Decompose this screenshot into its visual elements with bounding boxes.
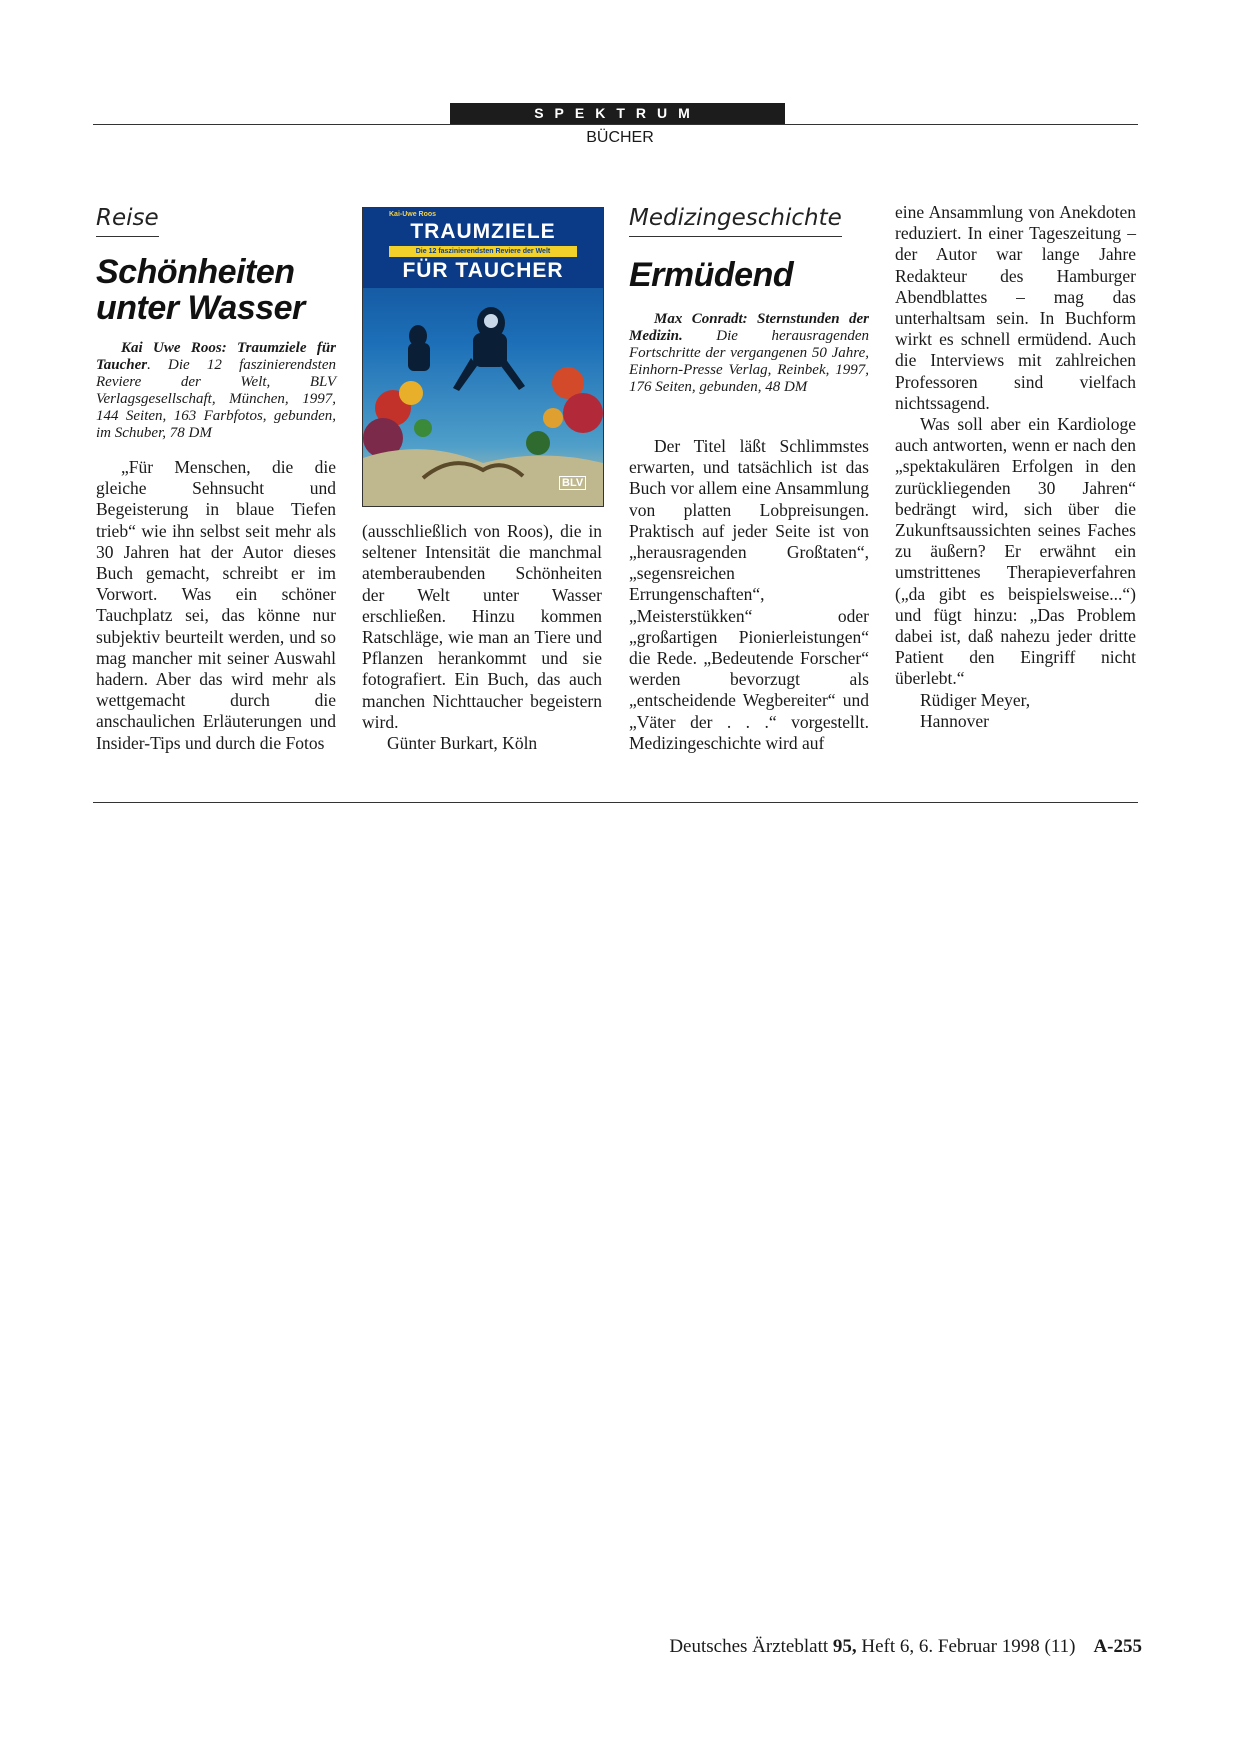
footer-rule-articles [93, 802, 1138, 803]
journal-issue: Heft 6, 6. Februar 1998 (11) [856, 1636, 1076, 1657]
article2-paragraph1-cont: eine Ansammlung von Anekdoten reduziert. In einer Tageszeitung – der Autor war lange Jahre Redakteur des Hamburger Abendblattes – mag das unterhaltsam sein. In Buchform wirkt es schnell ermüdend. Auch die Interviews mit zahlreichen Professoren sind vielfach nichtssagend. [895, 202, 1136, 413]
article2-body-col4 [895, 202, 1136, 732]
header-rule [93, 124, 1138, 125]
page-number: A-255 [1093, 1636, 1142, 1657]
article2-paragraph2: Was soll aber ein Kardiologe auch antworten, wenn er nach den „spektakulären Erfolgen in den zurückliegenden 30 Jahren“ bedrängt wird, sich über die Zukunftsaussichten seines Faches zu äußern? Er erwähnt ein umstrittenes Therapieverfahren („da gibt es beispielsweise...“) und fügt hinzu: „Das Problem dabei ist, daß nahezu jeder dritte Patient den Eingriff nicht überlebt.“ [895, 414, 1136, 689]
article2-author-city: Hannover [920, 710, 990, 731]
journal-volume: 95, [832, 1636, 857, 1657]
article1-bibliography [96, 340, 336, 442]
article2-body-col3 [629, 436, 869, 754]
page-footer [669, 1636, 1142, 1658]
article2-bibliography [629, 311, 869, 396]
article1-paragraph-cont: (ausschließlich von Roos), die in seltener Intensität die manchmal atemberaubenden Schönheiten der Welt unter Wasser erschließen. Hinzu kommen Ratschläge, wie man an Tiere und Pflanzen herankommt und sie fotografiert. Ein Buch, das auch manchen Nichttaucher begeistern wird. [362, 521, 602, 732]
cover-title-line1: TRAUMZIELE [410, 220, 556, 243]
article2-category: Medizingeschichte [629, 205, 842, 237]
article1-biblio-details: . Die 12 faszinierendsten Reviere der Welt, BLV Verlagsgesellschaft, München, 1997, 144 Seiten, 163 Farbfotos, gebunden, im Schuber, 78 DM [96, 357, 336, 441]
article2-headline: Ermüdend [629, 256, 794, 294]
journal-name: Deutsches Ärzteblatt [669, 1636, 829, 1657]
subsection-label: BÜCHER [586, 129, 654, 146]
article2-paragraph1: Der Titel läßt Schlimmstes erwarten, und tatsächlich ist das Buch vor allem eine Ansammlung von platten Lobpreisungen. Praktisch auf jeder Seite ist von „herausragenden Großtaten“, „segensreichen Errungenschaften“, „Meisterstükken“ oder „großartigen Pionierleistungen“ die Rede. „Bedeutende Forscher“ werden bevorzugt als „entscheidende Wegbereiter“ und „Väter der . . .“ vorgestellt. Medizingeschichte wird auf [629, 436, 869, 753]
cover-title-line2: FÜR TAUCHER [402, 259, 564, 282]
article2-author-name: Rüdiger Meyer, [920, 689, 1031, 710]
article1-author: Günter Burkart, Köln [387, 733, 538, 754]
article2-biblio-title: Max Conradt: Sternstunden der Medizin. [629, 311, 869, 344]
cover-publisher-logo: BLV [559, 476, 586, 490]
section-label: SPEKTRUM [450, 103, 785, 124]
cover-subtitle: Die 12 faszinierendsten Reviere der Welt [389, 246, 577, 257]
article1-body-col1 [96, 457, 336, 754]
cover-author: Kai-Uwe Roos [389, 211, 437, 218]
article1-paragraph: „Für Menschen, die die gleiche Sehnsucht und Begeisterung in blaue Tiefen trieb“ wie ihn selbst seit mehr als 30 Jahren hat der Autor dieses Buch gemacht, schreibt er im Vorwort. Was ein schöner Tauchplatz sei, das könne nur subjektiv beurteilt werden, und so mag mancher mit seiner Auswahl hadern. Aber das wird mehr als wettgemacht durch die anschaulichen Erläuterungen und Insider-Tips und durch die Fotos [96, 457, 336, 753]
article2-biblio-details: Die herausragenden Fortschritte der vergangenen 50 Jahre, Einhorn-Presse Verlag, Reinbek, 1997, 176 Seiten, gebunden, 48 DM [629, 328, 869, 395]
article1-headline [96, 254, 305, 326]
book-cover-image [362, 207, 604, 507]
article1-body-col2 [362, 521, 602, 754]
article1-headline-line2: unter Wasser [96, 289, 305, 327]
article1-biblio-title: Kai Uwe Roos: Traumziele für Taucher [96, 340, 336, 373]
article1-category: Reise [96, 205, 159, 237]
article1-headline-line1: Schönheiten [96, 253, 295, 291]
